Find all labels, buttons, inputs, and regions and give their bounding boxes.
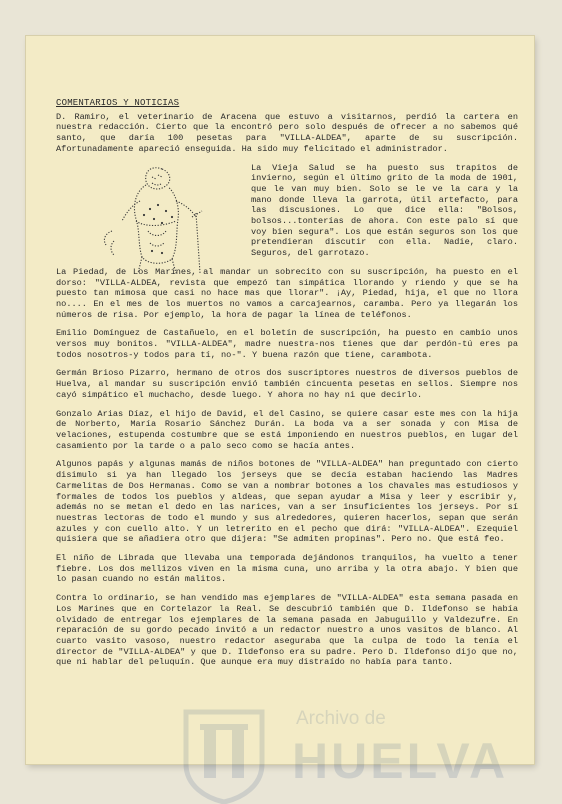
paragraph-emilio: Emilio Domínguez de Castañuelo, en el boletín de suscripción, ha puesto en cambio unos versos muy bonitos. "VILLA-ALDEA", madre nuestra-nos tienes que dar perdón-tú eres pa todos nosotros-y todos para tí, no-". Y buena razón que tiene, carambota.	[56, 328, 518, 360]
archive-seal-icon	[176, 704, 272, 804]
watermark-line1: Archivo de	[296, 708, 386, 729]
document-body	[56, 98, 518, 668]
document-page	[26, 36, 534, 789]
paragraph-jerseys: Algunos papás y algunas mamás de niños botones de "VILLA-ALDEA" han preguntado con cierto disimulo si ya han llegado los jerseys que se decía estaban haciendo las Madres Carmelitas de Dos Hermanas. Como se van a nombrar botones a los chavales mas estudiosos y formales de todos los pueblos y aldeas, que sepan ayudar a Misa y leer y escribir y, además no se metan el dedo en las narices, van a ser insuficientes los jerseys. Por sí nuestras lectoras de todo el mundo y sus alrededores, quieren hacerlos, sepan que serán azules y con cuello alto. Y un letrerito en el pecho que dirá: "VILLA-ALDEA". Ezequiel quisiera que se añadiera otro que dijera: "Se admiten propinas". Pero no. Que está feo.	[56, 459, 518, 545]
paragraph-piedad: La Piedad, de Los Marines, al mandar un sobrecito con su suscripción, ha puesto en el dorso: "VILLA-ALDEA, revista que empezó tan simpática llorando y riendo y que se ha puesto tan mimosa que casi no hace mas que llorar". ¡Ay, Piedad, hija, el que no llora no.... En el mes de los muertos no vamos a carcajearnos, caramba. Pero ya llegarán los números de risa. Por ejemplo, la hora de pagar la línea de teléfonos.	[56, 266, 518, 320]
paragraph-ejemplares: Contra lo ordinario, se han vendido mas ejemplares de "VILLA-ALDEA" esta semana pasada en Los Marines que en Cortelazor la Real. Se descubrió también que D. Ildefonso se había olvidado de entregar los ejemplares de la semana pasada en Jabuguillo y Valdezufre. En reparación de su gordo pecado invitó a un redactor nuestro a unos vasitos de blanco. Al cuarto vasito vasoso, nuestro redactor aseguraba que la culpa de todo la tenía el director de "VILLA-ALDEA" y que D. Ildefonso era su padre. Pero D. Ildefonso dijo que no, que ni hablar del peluquín. Que aunque era muy distraído no había para tanto.	[56, 593, 518, 668]
archive-watermark	[176, 704, 536, 804]
paragraph-gonzalo: Gonzalo Arias Díaz, el hijo de David, el del Casino, se quiere casar este mes con la hija de Norberto, María Rosario Sánchez Durán. La boda va a ser sonada y con Misa de velaciones, estupenda costumbre que se está imponiendo en nuestros pueblos, en lugar del casamiento por la tarde o a palo seco como se hacía antes.	[56, 408, 518, 451]
old-woman-illustration	[92, 161, 242, 279]
page-heading: COMENTARIOS Y NOTICIAS	[56, 98, 180, 108]
watermark-line2: HUELVA	[292, 733, 509, 789]
paragraph-librada: El niño de Librada que llevaba una temporada dejándonos tranquilos, ha vuelto a tener fiebre. Los dos mellizos viven en la misma cuna, uno arriba y la otra abajo. Y bien que lo pasan cuando no están malitos.	[56, 553, 518, 585]
paragraph-german: Germán Brioso Pizarro, hermano de otros dos suscriptores nuestros de diversos pueblos de Huelva, al mandar su suscripción envió también cincuenta pesetas en sellos. Siempre nos cayó simpático el muchacho, desde luego. Y ahora no hay ni que decirlo.	[56, 368, 518, 400]
paragraph-ramiro: D. Ramiro, el veterinario de Aracena que estuvo a visitarnos, perdió la cartera en nuestra redacción. Cierto que la encontró pero solo después de ofrecer a no sabemos qué santo, que daría 100 pesetas para "VILLA-ALDEA", aparte de su suscripción. Afortunadamente apareció enseguida. Ha sido muy felicitado el administrador.	[56, 111, 518, 154]
paragraph-vieja-salud: La Vieja Salud se ha puesto sus trapitos de invierno, según el último grito de la moda de 1901, que le van muy bien. Solo se le ve la cara y la mano donde lleva la garrota, útil artefacto, para las discusiones. Lo que dice ella: "Bolsos, bolsos...tonterías de ahora. Con este palo sí que voy bien segura". Los que están seguros son los que pretendieran discutir con ella. Nadie, claro. Seguros, del garrotazo.	[251, 162, 518, 259]
